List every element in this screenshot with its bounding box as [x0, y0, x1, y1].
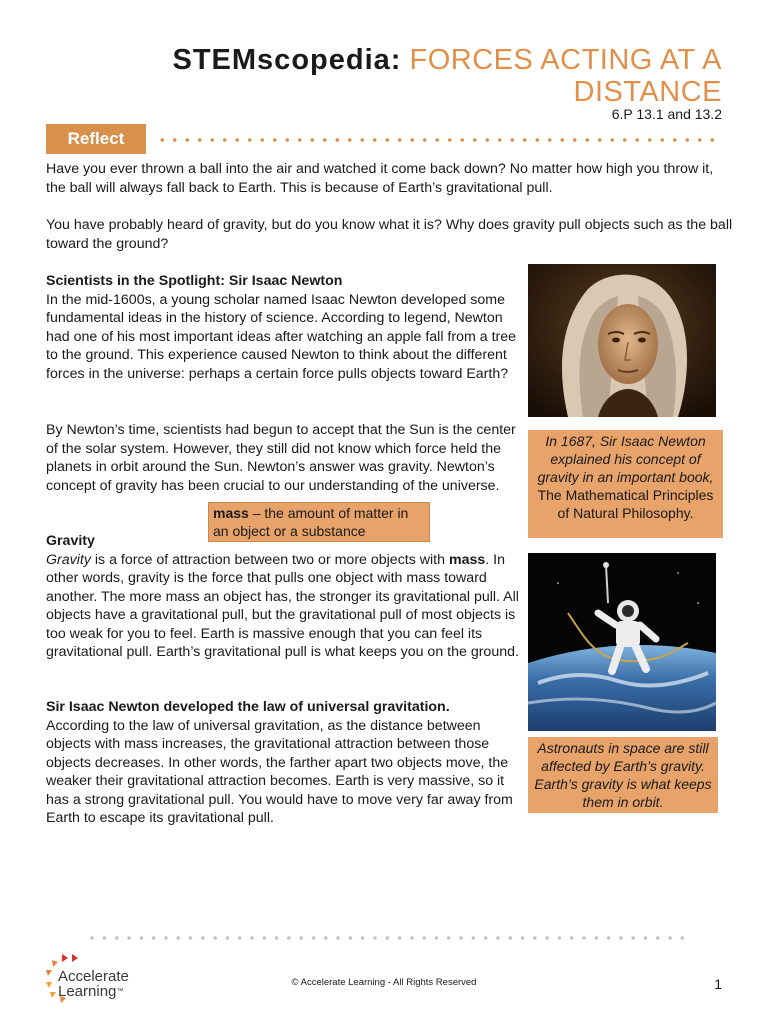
gravity-text-b: . In other words, gravity is the force that pulls one object with mass toward another. The more mass an object has, the stronger its gravitational pull. All objects have a gravitational pull, but the gravitational pull of most objects is too weak for you to feel. Earth is massive enough that you can feel its gravitational pull. Earth’s gravitational pull is what keeps you on the ground. — [46, 551, 519, 660]
page-number: 1 — [714, 976, 722, 992]
intro-paragraph-1: Have you ever thrown a ball into the air and watched it come back down? No matter how high you throw it, the ball will always fall back to Earth. This is because of Earth’s gravitational pull. — [46, 161, 714, 196]
vocab-term: mass — [213, 505, 249, 521]
gravity-section — [46, 532, 524, 662]
title-brand: STEMscopedia: — [172, 44, 402, 76]
gravity-text-a: is a force of attraction between two or more objects with — [90, 551, 449, 568]
newton-paragraph-2: By Newton’s time, scientists had begun to accept that the Sun is the center of the solar system. However, they still did not know which force held the planets in orbit around the Sun. Newton’s answer was gravity. Newton’s concept of gravity has been crucial to our understanding of the universe. — [46, 422, 516, 494]
gravity-term-mass: mass — [448, 551, 486, 568]
newton-heading: Scientists in the Spotlight: Sir Isaac Newton — [46, 273, 343, 289]
astronaut-image — [528, 553, 716, 731]
newton-section — [46, 272, 524, 383]
gravity-heading: Gravity — [46, 533, 95, 549]
law-heading: Sir Isaac Newton developed the law of universal gravitation. — [46, 699, 450, 715]
logo-line-1: Accelerate — [58, 968, 129, 985]
gravity-term-italic: Gravity — [46, 551, 91, 568]
logo-line-2-text: Learning — [58, 983, 117, 1000]
law-paragraph: According to the law of universal gravitation, as the distance between objects with mass increases, the gravitational attraction between those objects decreases. In other words, the farther apart two objects move, the weaker their gravitational attraction becomes. Earth is very massive, so it has a strong gravitational pull. You would have to move very far away from Earth to escape its gravitational pull. — [46, 717, 513, 826]
newton-paragraph-1: In the mid-1600s, a young scholar named Isaac Newton developed some fundamental ideas in the history of science. According to legend, Newton had one of his most important ideas after watching an apple fall from a tree to the ground. This experience caused Newton to think about the different forces in the universe: perhaps a certain force pulls objects toward Earth? — [46, 291, 517, 382]
gravity-paragraph — [46, 551, 524, 662]
newton-caption — [528, 430, 723, 538]
title-topic-line1: FORCES ACTING AT A — [409, 44, 722, 76]
intro-paragraph-2: You have probably heard of gravity, but do you know what it is? Why does gravity pull objects such as the ball toward the ground? — [46, 217, 733, 252]
dotted-divider-bottom — [86, 936, 686, 940]
dotted-divider-top — [156, 138, 722, 142]
reflect-tab: Reflect — [46, 124, 146, 154]
copyright-text: © Accelerate Learning - All Rights Reserved — [291, 977, 477, 988]
astronaut-caption: Astronauts in space are still affected by Earth’s gravity. Earth’s gravity is what keeps them in orbit. — [528, 737, 718, 813]
law-section — [46, 698, 524, 828]
newton-caption-italic: In 1687, Sir Isaac Newton explained his concept of gravity in an important book, — [537, 433, 714, 485]
standards-label: 6.P 13.1 and 13.2 — [611, 106, 722, 122]
title-topic-line2: DISTANCE — [573, 76, 722, 108]
page-title — [102, 44, 722, 108]
vocab-definition: – the amount of matter in an object or a substance — [213, 505, 409, 539]
newton-caption-book-title: The Mathematical Principles of Natural Philosophy. — [537, 487, 714, 521]
newton-portrait-image — [528, 264, 716, 417]
logo-tm: ™ — [116, 988, 124, 995]
